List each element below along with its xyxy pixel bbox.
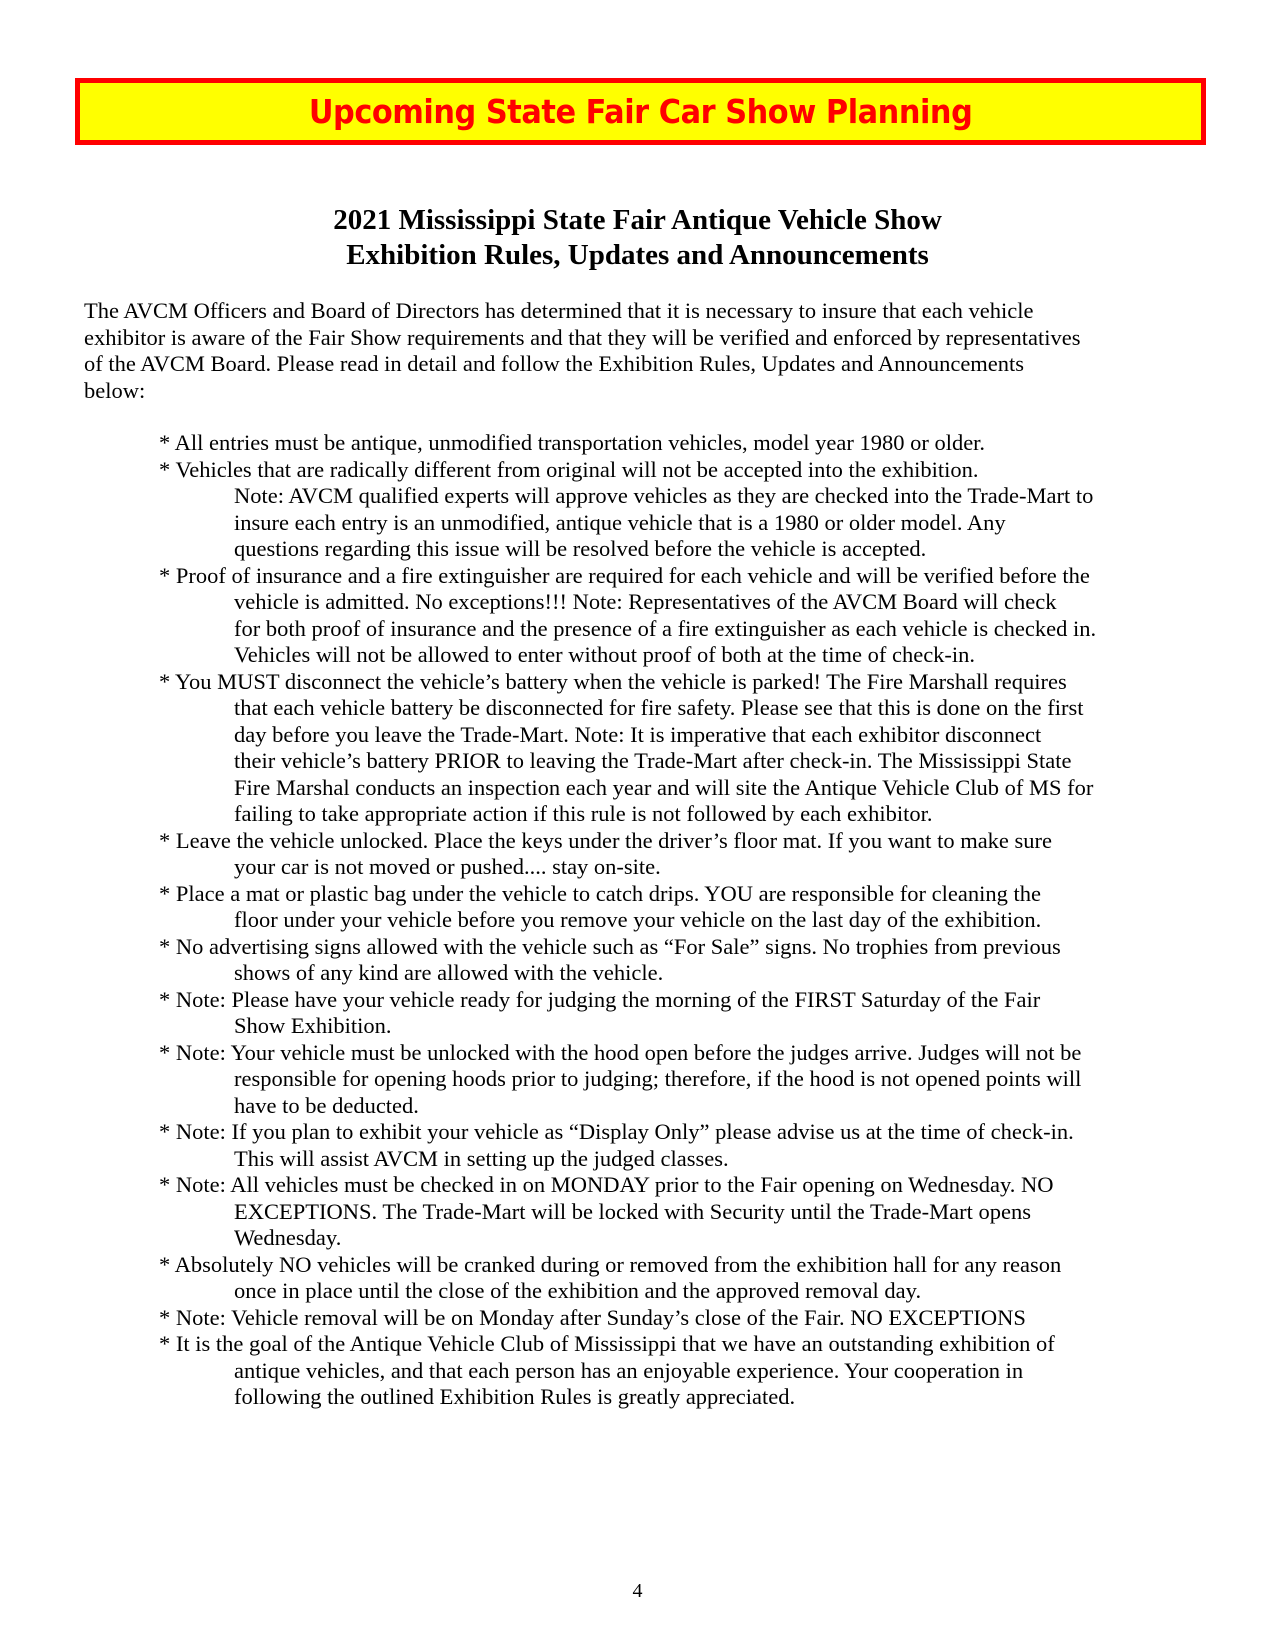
intro-line-text: below:: [84, 377, 146, 403]
document-heading: [0, 203, 1275, 273]
rule-continuation-line: [159, 483, 1199, 510]
rule-text: Show Exhibition.: [234, 1013, 392, 1038]
rule-line: [159, 1172, 1199, 1199]
rule-item: [159, 1252, 1199, 1305]
rule-item: [159, 1331, 1199, 1411]
rule-text: insure each entry is an unmodified, antique vehicle that is a 1980 or older model. Any: [234, 509, 1006, 535]
rule-line: [159, 1305, 1199, 1332]
rule-text: shows of any kind are allowed with the vehicle.: [234, 960, 664, 985]
rule-continuation-line: [159, 1278, 1199, 1305]
rule-line: [159, 1331, 1199, 1358]
rule-text: This will assist AVCM in setting up the judged classes.: [234, 1145, 729, 1171]
intro-line-text: of the AVCM Board. Please read in detail and follow the Exhibition Rules, Updates and Announcements: [84, 351, 1025, 376]
rule-line: [159, 1040, 1199, 1067]
rule-text: * All entries must be antique, unmodified transportation vehicles, model year 1980 or older.: [159, 430, 986, 455]
rule-text: * Proof of insurance and a fire extinguisher are required for each vehicle and will be verified before the: [159, 562, 1090, 588]
rule-item: [159, 934, 1199, 987]
rule-continuation-line: [159, 1146, 1199, 1173]
rule-text: their vehicle’s battery PRIOR to leaving the Trade-Mart after check-in. The Mississippi State: [234, 748, 1072, 773]
rule-line: [159, 881, 1199, 908]
rule-text: that each vehicle battery be disconnected for fire safety. Please see that this is done on the first: [234, 695, 1084, 720]
rule-text: * No advertising signs allowed with the vehicle such as “For Sale” signs. No trophies from previous: [159, 933, 1061, 959]
intro-line: [84, 378, 1204, 405]
rule-line: [159, 457, 1199, 484]
intro-paragraph: [84, 298, 1204, 404]
rule-text: * Leave the vehicle unlocked. Place the keys under the driver’s floor mat. If you want to make sure: [159, 827, 1053, 853]
rule-continuation-line: [159, 642, 1199, 669]
rule-continuation-line: [159, 510, 1199, 537]
rules-list: [159, 430, 1199, 1411]
rule-continuation-line: [159, 722, 1199, 749]
rule-continuation-line: [159, 1358, 1199, 1385]
rule-text: vehicle is admitted. No exceptions!!! Note: Representatives of the AVCM Board will check: [234, 589, 1057, 614]
rule-item: [159, 1305, 1199, 1332]
rule-item: [159, 1172, 1199, 1252]
rule-text: Vehicles will not be allowed to enter without proof of both at the time of check-in.: [234, 642, 976, 667]
rule-text: day before you leave the Trade-Mart. Note: It is imperative that each exhibitor disconnect: [234, 721, 1042, 747]
intro-line-text: The AVCM Officers and Board of Directors has determined that it is necessary to insure that each vehicle: [84, 298, 1034, 323]
rule-continuation-line: [159, 1013, 1199, 1040]
rule-text: * Vehicles that are radically different from original will not be accepted into the exhibition.: [159, 456, 979, 482]
heading-line-1: 2021 Mississippi State Fair Antique Vehicle Show: [333, 204, 942, 236]
rule-line: [159, 1252, 1199, 1279]
rule-continuation-line: [159, 1199, 1199, 1226]
rule-item: [159, 1040, 1199, 1120]
intro-line: [84, 298, 1204, 325]
rule-line: [159, 987, 1199, 1014]
rule-continuation-line: [159, 695, 1199, 722]
rule-text: Fire Marshal conducts an inspection each year and will site the Antique Vehicle Club of MS for: [234, 774, 1094, 800]
rule-line: [159, 563, 1199, 590]
rule-text: questions regarding this issue will be resolved before the vehicle is accepted.: [234, 536, 927, 561]
rule-continuation-line: [159, 854, 1199, 881]
rule-continuation-line: [159, 1384, 1199, 1411]
rule-item: [159, 828, 1199, 881]
rule-text: * You MUST disconnect the vehicle’s battery when the vehicle is parked! The Fire Marshall requires: [159, 668, 1067, 694]
page-number: 4: [632, 1580, 643, 1602]
rule-text: have to be deducted.: [234, 1092, 419, 1118]
heading-line-2: Exhibition Rules, Updates and Announcements: [346, 239, 929, 271]
rule-item: [159, 881, 1199, 934]
rule-text: * Note: Vehicle removal will be on Monday after Sunday’s close of the Fair. NO EXCEPTIONS: [159, 1304, 1026, 1330]
rule-item: [159, 457, 1199, 563]
rule-text: your car is not moved or pushed.... stay on-site.: [234, 854, 661, 879]
rule-text: failing to take appropriate action if this rule is not followed by each exhibitor.: [234, 801, 933, 826]
rule-text: * Note: If you plan to exhibit your vehicle as “Display Only” please advise us at the time of check-in.: [159, 1119, 1074, 1144]
rule-line: [159, 669, 1199, 696]
rule-text: floor under your vehicle before you remove your vehicle on the last day of the exhibition.: [234, 907, 1042, 932]
rule-item: [159, 430, 1199, 457]
rule-item: [159, 987, 1199, 1040]
banner-title: Upcoming State Fair Car Show Planning: [308, 92, 973, 131]
rule-continuation-line: [159, 589, 1199, 616]
rule-item: [159, 1119, 1199, 1172]
rule-text: following the outlined Exhibition Rules is greatly appreciated.: [234, 1384, 796, 1409]
rule-text: antique vehicles, and that each person has an enjoyable experience. Your cooperation in: [234, 1357, 1024, 1383]
intro-line-text: exhibitor is aware of the Fair Show requirements and that they will be verified and enforced by representatives: [84, 324, 1081, 350]
intro-line: [84, 351, 1204, 378]
rule-line: [159, 828, 1199, 855]
rule-continuation-line: [159, 907, 1199, 934]
rule-text: * Note: All vehicles must be checked in on MONDAY prior to the Fair opening on Wednesday. NO: [159, 1172, 1054, 1197]
rule-text: for both proof of insurance and the presence of a fire extinguisher as each vehicle is checked in.: [234, 615, 1097, 641]
rule-continuation-line: [159, 960, 1199, 987]
intro-line: [84, 325, 1204, 352]
rule-continuation-line: [159, 1225, 1199, 1252]
rule-line: [159, 430, 1199, 457]
rule-text: * Place a mat or plastic bag under the vehicle to catch drips. YOU are responsible for cleaning the: [159, 880, 1041, 906]
rule-continuation-line: [159, 1066, 1199, 1093]
rule-text: once in place until the close of the exhibition and the approved removal day.: [234, 1278, 922, 1303]
rule-line: [159, 934, 1199, 961]
rule-text: Note: AVCM qualified experts will approve vehicles as they are checked into the Trade-Mart to: [234, 483, 1094, 508]
rule-item: [159, 563, 1199, 669]
rule-text: Wednesday.: [234, 1225, 342, 1250]
rule-continuation-line: [159, 748, 1199, 775]
rule-text: responsible for opening hoods prior to judging; therefore, if the hood is not opened points will: [234, 1066, 1082, 1091]
rule-text: * Note: Please have your vehicle ready for judging the morning of the FIRST Saturday of the Fair: [159, 986, 1041, 1012]
rule-text: * Absolutely NO vehicles will be cranked during or removed from the exhibition hall for any reason: [159, 1251, 1062, 1277]
rule-continuation-line: [159, 1093, 1199, 1120]
rule-text: * It is the goal of the Antique Vehicle Club of Mississippi that we have an outstanding exhibition of: [159, 1331, 1055, 1356]
section-banner: [75, 78, 1206, 145]
rule-continuation-line: [159, 536, 1199, 563]
rule-continuation-line: [159, 801, 1199, 828]
rule-item: [159, 669, 1199, 828]
rule-text: * Note: Your vehicle must be unlocked with the hood open before the judges arrive. Judges will not be: [159, 1039, 1082, 1065]
rule-continuation-line: [159, 775, 1199, 802]
rule-continuation-line: [159, 616, 1199, 643]
rule-line: [159, 1119, 1199, 1146]
rule-text: EXCEPTIONS. The Trade-Mart will be locked with Security until the Trade-Mart opens: [234, 1198, 1031, 1224]
